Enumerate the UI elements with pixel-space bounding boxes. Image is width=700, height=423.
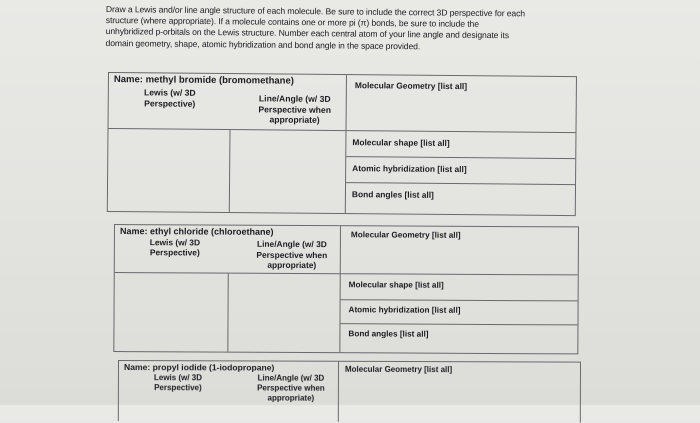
- field-label: Atomic hybridization [list all]: [352, 163, 467, 175]
- molecule-table-ethyl-chloride: [113, 224, 579, 354]
- field-label: Molecular shape [list all]: [352, 137, 450, 148]
- atomic-hybridization-cell[interactable]: [340, 300, 577, 325]
- line-angle-header: Line/Angle (w/ 3D Perspective when appropriate): [257, 373, 325, 403]
- field-label: Molecular Geometry [list all]: [350, 230, 461, 240]
- line-angle-drawing-area[interactable]: [230, 130, 347, 213]
- molecule-table-propyl-iodide: [118, 360, 581, 423]
- molecule-name: Name: ethyl chloride (chloroethane): [119, 226, 274, 237]
- field-label: Bond angles [list all]: [351, 189, 434, 200]
- structure-header: [119, 361, 339, 422]
- molecular-geometry-cell[interactable]: [341, 226, 578, 275]
- molecular-shape-cell[interactable]: [341, 274, 578, 301]
- instruction-line: unhybridized p-orbitals on the Lewis structure. Number each central atom of your line angle and designate its: [105, 26, 510, 41]
- lewis-drawing-area[interactable]: [114, 273, 228, 352]
- molecule-table-methyl-bromide: [107, 72, 577, 216]
- structure-header: [109, 73, 347, 131]
- structure-header: [115, 225, 341, 274]
- field-label: Bond angles [list all]: [348, 329, 429, 339]
- instruction-line: Draw a Lewis and/or line angle structure of each molecule. Be sure to include the correct 3D perspective for each: [105, 4, 526, 19]
- molecule-name: Name: propyl iodide (1-iodopropane): [123, 362, 275, 373]
- lewis-drawing-area[interactable]: [108, 129, 231, 212]
- instruction-line: structure (where appropriate). If a molecule contains one or more pi (π) bonds, be sure to include the: [105, 15, 479, 30]
- lewis-header: Lewis (w/ 3D Perspective): [143, 87, 196, 109]
- molecular-geometry-cell[interactable]: [346, 75, 575, 133]
- lewis-header: Lewis (w/ 3D Perspective): [149, 237, 201, 258]
- molecular-geometry-cell[interactable]: [339, 362, 580, 423]
- lewis-header: Lewis (w/ 3D Perspective): [153, 373, 202, 392]
- instructions: [106, 4, 606, 54]
- field-label: Molecular shape [list all]: [348, 280, 444, 290]
- molecule-name: Name: methyl bromide (bromomethane): [113, 74, 294, 87]
- field-label: Molecular Geometry [list all]: [354, 80, 468, 92]
- field-label: Molecular Geometry [list all]: [344, 364, 453, 375]
- line-angle-header: Line/Angle (w/ 3D Perspective when appropriate): [258, 93, 332, 125]
- field-label: Atomic hybridization [list all]: [348, 305, 461, 315]
- line-angle-drawing-area[interactable]: [228, 274, 340, 353]
- bond-angles-cell[interactable]: [346, 183, 575, 215]
- bond-angles-cell[interactable]: [340, 324, 577, 353]
- molecular-shape-cell[interactable]: [346, 131, 575, 159]
- atomic-hybridization-cell[interactable]: [346, 157, 575, 185]
- instruction-line: domain geometry, shape, atomic hybridization and bond angle in the space provided.: [105, 37, 421, 51]
- line-angle-header: Line/Angle (w/ 3D Perspective when appropriate): [256, 238, 328, 271]
